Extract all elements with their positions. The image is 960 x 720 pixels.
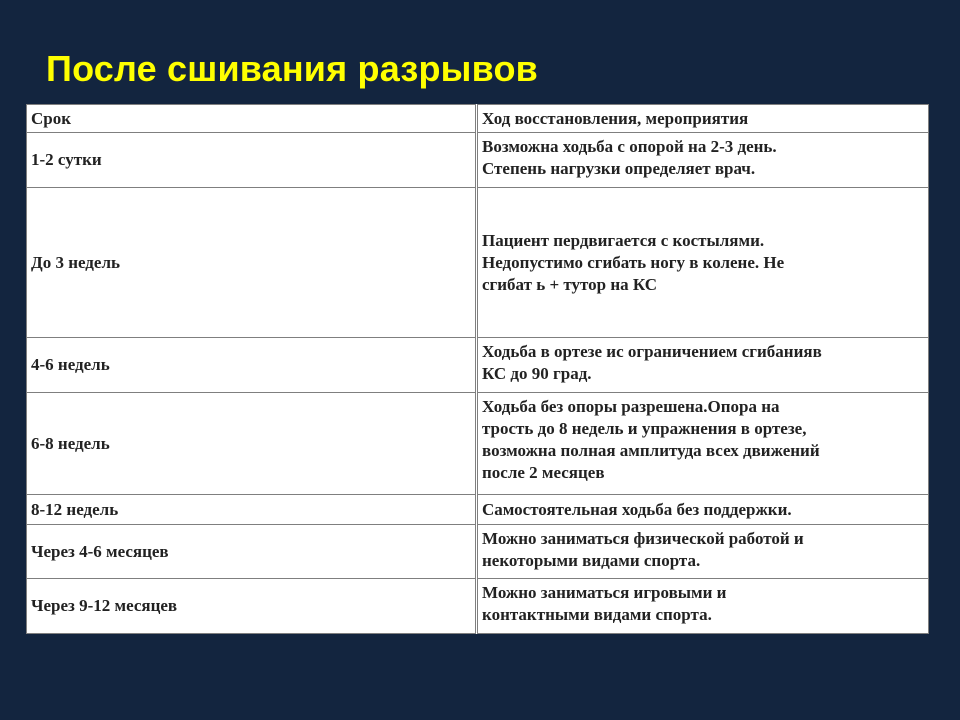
row-term: Через 9-12 месяцев — [27, 579, 477, 634]
row-description: Можно заниматься игровыми и контактными видами спорта. — [482, 583, 727, 624]
table-row — [27, 579, 929, 634]
table-row — [27, 338, 929, 393]
table-row — [27, 393, 929, 495]
row-term: 4-6 недель — [27, 338, 477, 393]
row-description: Можно заниматься физической работой и некоторыми видами спорта. — [482, 529, 804, 570]
row-description: Ходьба в ортезе ис ограничением сгибанияв КС до 90 град. — [482, 342, 822, 383]
row-description: Пациент пердвигается с костылями. Недопустимо сгибать ногу в колене. Не сгибат ь + тутор на КС — [482, 230, 785, 294]
slide-title: После сшивания разрывов — [46, 48, 539, 89]
table-header-row — [27, 105, 929, 133]
row-description: Ходьба без опоры разрешена.Опора на трость до 8 недель и упражнения в ортезе, возможна полная амплитуда всех движений после 2 месяцев — [482, 397, 820, 482]
row-term: 8-12 недель — [27, 495, 477, 525]
table-row — [27, 495, 929, 525]
row-term: 1-2 сутки — [27, 133, 477, 188]
header-description: Ход восстановления, мероприятия — [477, 105, 929, 133]
table-row — [27, 525, 929, 579]
table-row — [27, 133, 929, 188]
row-term: 6-8 недель — [27, 393, 477, 495]
row-term: До 3 недель — [27, 188, 477, 338]
table-row — [27, 188, 929, 338]
row-term: Через 4-6 месяцев — [27, 525, 477, 579]
header-term: Срок — [27, 105, 477, 133]
row-description: Самостоятельная ходьба без поддержки. — [482, 499, 792, 519]
recovery-table — [26, 104, 929, 634]
row-description: Возможна ходьба с опорой на 2-3 день. Степень нагрузки определяет врач. — [482, 137, 777, 178]
